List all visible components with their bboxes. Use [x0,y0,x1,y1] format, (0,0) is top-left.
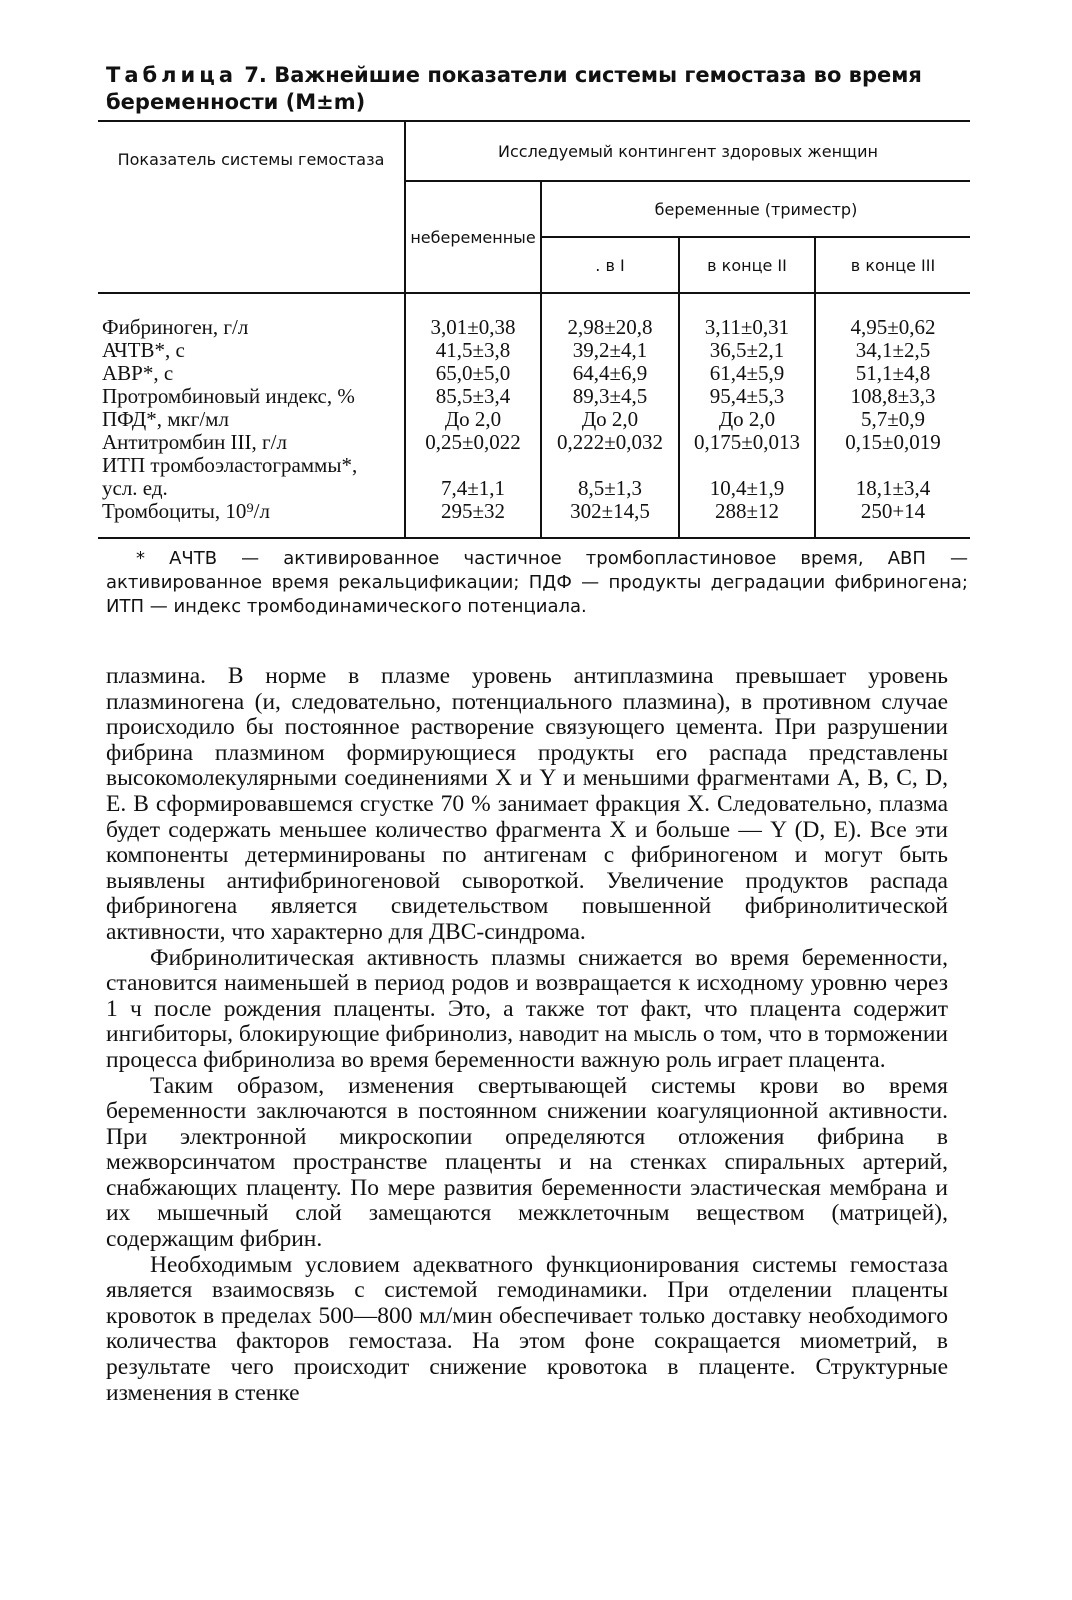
table-row [98,477,970,500]
row-label: Антитромбин III, г/л [102,430,287,454]
paragraph: Таким образом, изменения свертывающей системы крови во время беременности заключаются в постоянном снижении коагуляционной активности. При электронной микроскопии определяются отложения фибрина в межворсинчатом пространстве плаценты и на стенках спиральных артерий, снабжающих плаценту. По мере развития беременности эластическая мембрана и их мышечный слой замещаются межклеточным веществом (матрицей), содержащим фибрин. [106,1072,948,1253]
cell: 295±32 [405,500,541,538]
cell [541,454,679,477]
table-row [98,500,970,538]
table-row [98,408,970,431]
cell: 0,15±0,019 [815,431,970,454]
cell: 3,01±0,38 [405,293,541,339]
table-caption [106,62,966,116]
caption-text: 7. Важнейшие показатели системы гемостаза во время беременности (M±m) [106,63,922,114]
cell: 39,2±4,1 [541,339,679,362]
table-footnote: * АЧТВ — активированное частичное тромбопластиновое время, АВП — активированное время рекальцификации; ПДФ — продукты деградации фибриногена; ИТП — индекс тромбодинамического потенциала. [106,548,968,617]
paragraph: Необходимым условием адекватного функционирования системы гемостаза является взаимосвязь с системой гемодинамики. При отделении плаценты кровоток в пределах 500—800 мл/мин обеспечивает только доставку необходимого количества факторов гемостаза. На этом фоне сокращается миометрий, в результате чего происходит снижение кровотока в плаценте. Структурные изменения в стенке [106,1251,948,1406]
table-row [98,385,970,408]
cell: 61,4±5,9 [679,362,815,385]
cell: 108,8±3,3 [815,385,970,408]
body-text [106,664,948,1406]
row-label: Тромбоциты, 10⁹/л [98,500,405,538]
cell: 0,175±0,013 [679,431,815,454]
paragraph: плазмина. В норме в плазме уровень антиплазмина превышает уровень плазминогена (и, следовательно, потенциального плазмина), в противном случае происходило бы постоянное растворение связующего цемента. При разрушении фибрина плазмином формирующиеся продукты его распада представлены высокомолекулярными соединениями X и Y и меньшими фрагментами A, B, C, D, E. В сформировавшемся сгустке 70 % занимает фракция X. Следовательно, плазма будет содержать меньшее количество фрагмента X и больше — Y (D, E). Все эти компоненты детерминированы по антигенам с фибриногеном и могут быть выявлены антифибриногеновой сывороткой. Увеличение продуктов распада фибриногена является свидетельством повышенной фибринолитической активности, что характерно для ДВС-синдрома. [106,663,948,945]
cell: 85,5±3,4 [405,385,541,408]
cell: 288±12 [679,500,815,538]
row-label: Протромбиновый индекс, % [102,384,355,408]
row-label: АЧТВ*, с [102,338,185,362]
cell: 0,25±0,022 [405,431,541,454]
cell: 65,0±5,0 [405,362,541,385]
group-header: Исследуемый контингент здоровых женщин [405,121,970,181]
cell: 36,5±2,1 [679,339,815,362]
cell: 95,4±5,3 [679,385,815,408]
cell: 7,4±1,1 [405,477,541,500]
row-label: АВР*, с [102,361,174,385]
row-label: ПФД*, мкг/мл [102,407,229,431]
cell: 5,7±0,9 [815,408,970,431]
table-row [98,293,970,339]
cell: До 2,0 [679,408,815,431]
cell: 41,5±3,8 [405,339,541,362]
hemostasis-table [98,120,970,539]
cell: 8,5±1,3 [541,477,679,500]
table-row [98,454,970,477]
cell: 3,11±0,31 [679,293,815,339]
trimester-header-2: в конце II [679,237,815,293]
cell: 250+14 [815,500,970,538]
row-label: ИТП тромбоэластограммы*, [102,453,358,477]
cell: 302±14,5 [541,500,679,538]
table-row [98,431,970,454]
row-label: усл. ед. [102,476,168,500]
pregnant-header: беременные (триместр) [541,181,970,237]
cell: До 2,0 [405,408,541,431]
cell: 2,98±20,8 [541,293,679,339]
caption-lead: Таблица [106,63,237,87]
paragraph: Фибринолитическая активность плазмы снижается во время беременности, становится наименьшей в период родов и возвращается к исходному уровню через 1 ч после рождения плаценты. Это, а также тот факт, что плацента содержит ингибиторы, блокирующие фибринолиз, наводит на мысль о том, что в торможении процесса фибринолиза во время беременности важную роль играет плацента. [106,944,948,1073]
cell: 0,222±0,032 [541,431,679,454]
cell: 89,3±4,5 [541,385,679,408]
cell [405,454,541,477]
nonpregnant-header: небеременные [405,181,541,293]
cell: 4,95±0,62 [815,293,970,339]
cell: 51,1±4,8 [815,362,970,385]
cell: 10,4±1,9 [679,477,815,500]
param-header: Показатель системы гемостаза [98,121,405,293]
cell [679,454,815,477]
trimester-header-1: . в I [541,237,679,293]
table-row [98,339,970,362]
cell [815,454,970,477]
cell: 18,1±3,4 [815,477,970,500]
cell: 34,1±2,5 [815,339,970,362]
cell: До 2,0 [541,408,679,431]
cell: 64,4±6,9 [541,362,679,385]
row-label: Фибриноген, г/л [98,293,405,339]
trimester-header-3: в конце III [815,237,970,293]
table-row [98,362,970,385]
